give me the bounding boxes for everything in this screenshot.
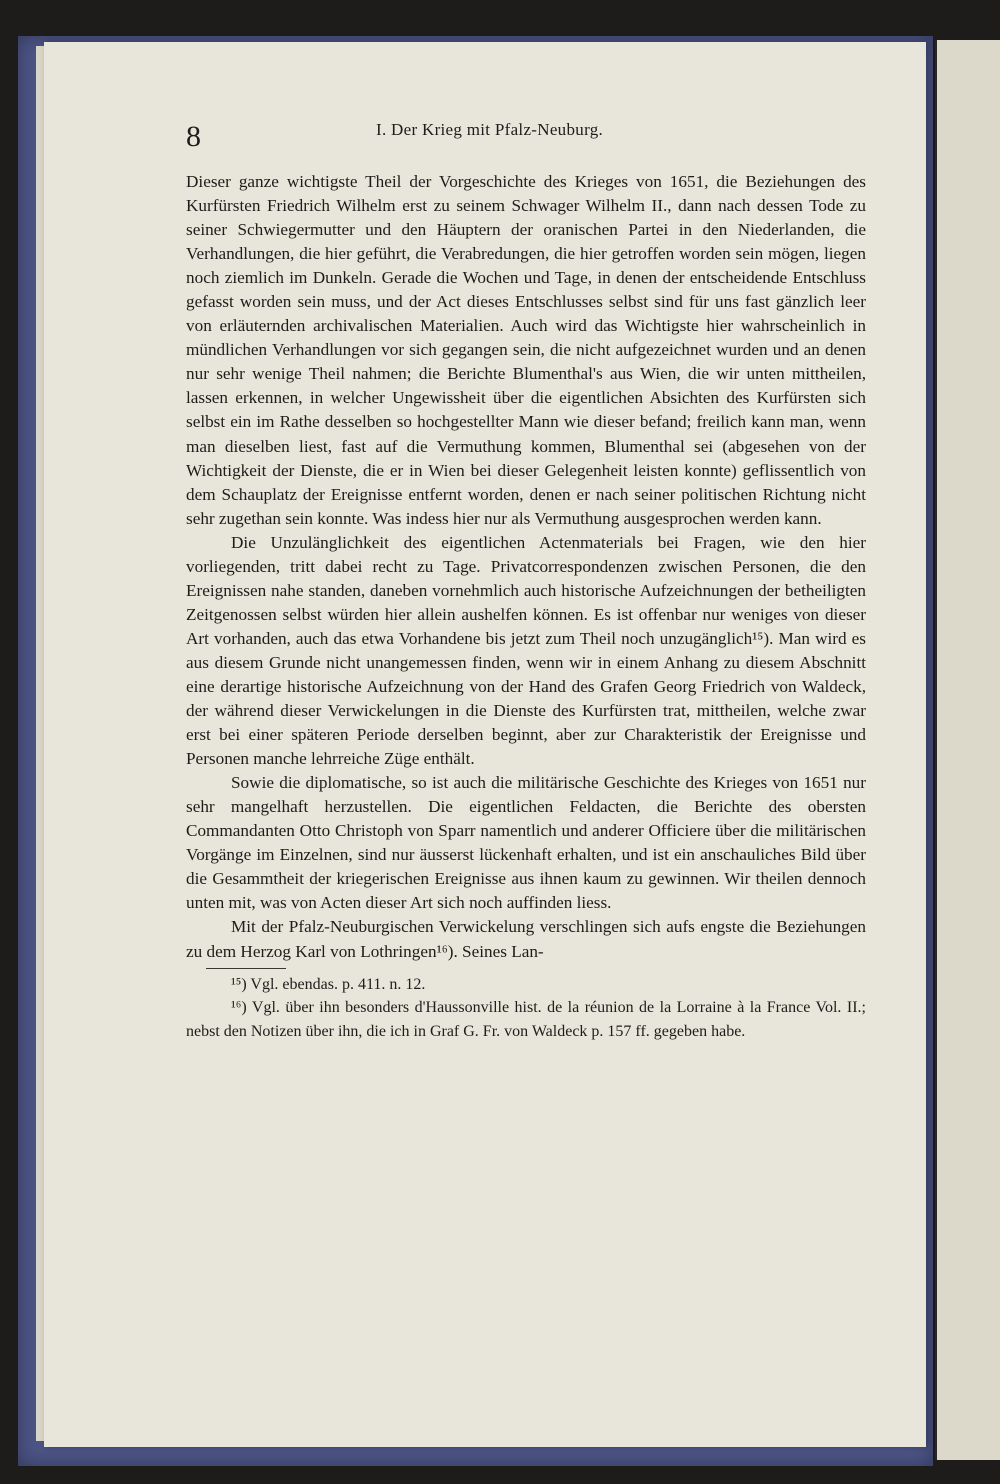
running-head: [186, 110, 866, 153]
body-text: [186, 170, 866, 964]
paragraph: Dieser ganze wichtigste Theil der Vorgeschichte des Krieges von 1651, die Beziehungen des Kurfürsten Friedrich Wilhelm erst zu seinem Schwager Wilhelm II., dann nach dessen Tode zu seiner Schwiegermutter und den Häuptern der oranischen Partei in den Niederlanden, die Verhandlungen, die hier geführt, die Verabredungen, die hier getroffen worden sein mögen, liegen noch ziemlich im Dunkeln. Gerade die Wochen und Tage, in denen der entscheidende Entschluss gefasst worden sein muss, und der Act dieses Entschlusses selbst sind für uns fast gänzlich leer von erläuternden archivalischen Materialien. Auch wird das Wichtigste hier wahrscheinlich in mündlichen Verhandlungen vor sich gegangen sein, die nicht aufgezeichnet wurden und an denen nur sehr wenige Theil nahmen; die Berichte Blumenthal's aus Wien, die wir unten mittheilen, lassen erkennen, in welcher Ungewissheit über die eigentlichen Absichten des Kurfürsten sich selbst ein im Rathe desselben so hochgestellter Mann wie dieser befand; freilich kann man, wenn man dieselben liest, fast auf die Vermuthung kommen, Blumenthal sei (abgesehen von der Wichtigkeit der Dienste, die er in Wien bei dieser Gelegenheit leisten konnte) geflissentlich von dem Schauplatz der Ereignisse entfernt worden, denen er nach seiner politischen Richtung nicht sehr zugethan sein konnte. Was indess hier nur als Vermuthung ausgesprochen werden kann.: [186, 172, 866, 528]
paragraph: Mit der Pfalz-Neuburgischen Verwickelung verschlingen sich aufs engste die Beziehungen zu dem Herzog Karl von Lothringen¹⁶). Seines Lan-: [186, 917, 866, 961]
footnotes: [186, 973, 866, 1044]
footnote: ¹⁶) Vgl. über ihn besonders d'Haussonville hist. de la réunion de la Lorraine à la France Vol. II.; nebst den Notizen über ihn, die ich in Graf G. Fr. von Waldeck p. 157 ff. gegeben habe.: [186, 999, 866, 1040]
chapter-title: I. Der Krieg mit Pfalz-Neuburg.: [376, 120, 604, 139]
paragraph: Sowie die diplomatische, so ist auch die militärische Geschichte des Krieges von 1651 nur sehr mangelhaft herzustellen. Die eigentlichen Feldacten, die Berichte des obersten Commandanten Otto Christoph von Sparr namentlich und anderer Officiere über die militärischen Vorgänge im Einzelnen, sind nur äusserst lückenhaft erhalten, und ist ein anschauliches Bild über die Gesammtheit der kriegerischen Ereignisse aus ihnen kaum zu gewinnen. Wir theilen dennoch unten mit, was von Acten dieser Art sich noch auffinden liess.: [186, 773, 866, 913]
page-number: 8: [186, 120, 201, 153]
paragraph: Die Unzulänglichkeit des eigentlichen Actenmaterials bei Fragen, wie den hier vorliegenden, tritt dabei recht zu Tage. Privatcorrespondenzen zwischen Personen, die den Ereignissen nahe standen, daneben vornehmlich auch historische Aufzeichnungen der betheiligten Zeitgenossen selbst würden hier allein aushelfen können. Es ist offenbar nur weniges von dieser Art vorhanden, auch das etwa Vorhandene bis jetzt zum Theil noch unzugänglich¹⁵). Man wird es aus diesem Grunde nicht unangemessen finden, wenn wir in einem Anhang zu diesem Abschnitt eine derartige historische Aufzeichnung von der Hand des Grafen Georg Friedrich von Waldeck, der während dieser Verwickelungen in die Dienste des Kurfürsten trat, mittheilen, welche zwar erst bei einer späteren Periode derselben beginnt, aber zur Charakteristik der Ereignisse und Personen manche lehrreiche Züge enthält.: [186, 532, 866, 769]
footnote: ¹⁵) Vgl. ebendas. p. 411. n. 12.: [231, 975, 426, 993]
facing-page-edge: [935, 40, 1000, 1460]
page-content: [186, 110, 866, 1043]
footnote-rule: [206, 968, 286, 969]
